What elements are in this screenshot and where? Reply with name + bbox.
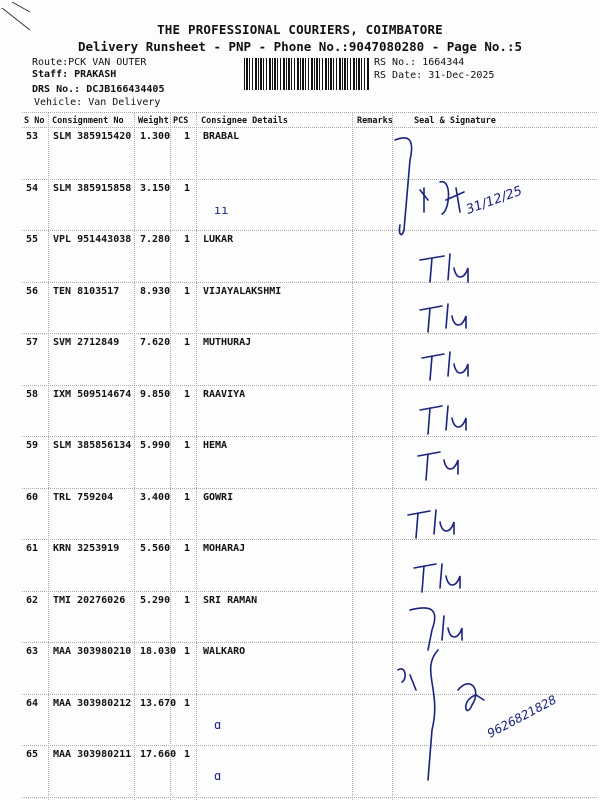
- route-line: [32, 57, 146, 68]
- row-sno: 57: [26, 337, 39, 348]
- row-sno: 53: [26, 131, 39, 142]
- row-pcs: 1: [184, 388, 191, 400]
- row-handwritten-mark: ɑ: [214, 769, 222, 783]
- row-pcs: 1: [184, 491, 191, 503]
- row-consignment-no: TMI 20276026: [53, 594, 126, 606]
- staff-line: [32, 69, 116, 80]
- row-sno: 65: [26, 749, 39, 760]
- row-consignment-no: MAA 303980210: [53, 646, 132, 657]
- row-pcs: 1: [184, 182, 191, 194]
- rs-date-line: [374, 70, 494, 81]
- row-sno: 56: [26, 285, 39, 297]
- row-consignee: RAAVIYA: [203, 388, 246, 400]
- row-pcs: 1: [184, 749, 191, 760]
- phone-handwriting: 9626821828: [484, 692, 559, 741]
- row-sno: 62: [26, 594, 39, 606]
- row-sno: 58: [26, 388, 39, 400]
- drs-value: DCJB166434405: [86, 84, 165, 95]
- vehicle-label: Vehicle:: [34, 97, 83, 108]
- col-sno: S No: [24, 116, 45, 126]
- row-consignee: MUTHURAJ: [203, 337, 252, 348]
- row-pcs: 1: [184, 543, 191, 554]
- row-consignment-no: KRN 3253919: [53, 543, 120, 554]
- row-consignee: GOWRI: [203, 491, 234, 503]
- row-weight: 5.560: [140, 543, 171, 554]
- column-rule: [48, 112, 49, 800]
- row-pcs: 1: [184, 646, 191, 657]
- column-rule: [196, 112, 197, 800]
- vehicle-line: [34, 97, 160, 108]
- col-consignee: Consignee Details: [201, 116, 288, 126]
- staff-label: Staff:: [32, 69, 69, 80]
- row-consignment-no: IXM 509514674: [53, 388, 132, 400]
- col-weight: Weight: [138, 116, 169, 126]
- staff-value: PRAKASH: [74, 69, 117, 80]
- row-handwritten-mark: ıı: [214, 202, 229, 217]
- row-sno: 64: [26, 697, 39, 709]
- rs-no-label: RS No.:: [374, 57, 417, 68]
- row-consignment-no: SVM 2712849: [53, 337, 120, 348]
- drs-line: [32, 84, 164, 95]
- row-pcs: 1: [184, 234, 191, 245]
- header-bottom-rule: [22, 127, 597, 128]
- row-weight: 3.400: [140, 491, 171, 503]
- row-weight: 7.280: [140, 234, 171, 245]
- row-sno: 60: [26, 491, 39, 503]
- row-sno: 54: [26, 182, 39, 194]
- row-consignment-no: MAA 303980211: [53, 749, 132, 760]
- company-title: THE PROFESSIONAL COURIERS, COIMBATORE: [157, 22, 443, 37]
- col-consignment: Consignment No: [52, 116, 124, 126]
- row-sno: 59: [26, 440, 39, 451]
- row-pcs: 1: [184, 697, 191, 709]
- row-consignment-no: TRL 759204: [53, 491, 114, 503]
- row-pcs: 1: [184, 285, 191, 297]
- row-consignee: BRABAL: [203, 131, 240, 142]
- date-handwriting: 31/12/25: [464, 183, 525, 218]
- row-consignee: WALKARO: [203, 646, 246, 657]
- row-weight: 18.030: [140, 646, 177, 657]
- row-consignee: MOHARAJ: [203, 543, 246, 554]
- row-weight: 3.150: [140, 182, 171, 194]
- col-remarks: Remarks: [357, 116, 393, 126]
- row-weight: 5.290: [140, 594, 171, 606]
- row-sno: 63: [26, 646, 39, 657]
- col-seal: Seal & Signature: [414, 116, 496, 126]
- row-consignee: SRI RAMAN: [203, 594, 258, 606]
- row-consignment-no: SLM 385915420: [53, 131, 132, 142]
- row-consignee: HEMA: [203, 440, 228, 451]
- header-top-rule: [22, 112, 597, 113]
- row-weight: 1.300: [140, 131, 171, 142]
- rs-no-value: 1664344: [422, 57, 465, 68]
- route-value: PCK VAN OUTER: [68, 57, 147, 68]
- vehicle-value: Van Delivery: [88, 97, 161, 108]
- row-pcs: 1: [184, 131, 191, 142]
- row-pcs: 1: [184, 337, 191, 348]
- row-consignment-no: SLM 385915858: [53, 182, 132, 194]
- row-pcs: 1: [184, 440, 191, 451]
- row-sno: 61: [26, 543, 39, 554]
- row-consignee: LUKAR: [203, 234, 234, 245]
- row-weight: 13.670: [140, 697, 177, 709]
- row-consignment-no: VPL 951443038: [53, 234, 132, 245]
- row-handwritten-mark: ɑ: [214, 717, 222, 732]
- route-label: Route:: [32, 57, 69, 68]
- row-consignment-no: SLM 385856134: [53, 440, 132, 451]
- rs-no-line: [374, 57, 464, 68]
- col-pcs: PCS: [173, 116, 189, 126]
- row-weight: 8.930: [140, 285, 171, 297]
- row-pcs: 1: [184, 594, 191, 606]
- barcode: [244, 58, 370, 90]
- row-sno: 55: [26, 234, 39, 245]
- handwritten-signatures: [380, 130, 600, 800]
- row-weight: 9.850: [140, 388, 171, 400]
- row-consignee: VIJAYALAKSHMI: [203, 285, 282, 297]
- row-weight: 17.660: [140, 749, 177, 760]
- row-consignment-no: TEN 8103517: [53, 285, 120, 297]
- runsheet-subtitle: Delivery Runsheet - PNP - Phone No.:9047080280 - Page No.:5: [77, 39, 522, 54]
- column-rule: [352, 112, 353, 800]
- column-rule: [134, 112, 135, 800]
- rs-date-label: RS Date:: [374, 70, 423, 81]
- row-weight: 5.990: [140, 440, 171, 451]
- row-weight: 7.620: [140, 337, 171, 348]
- rs-date-value: 31-Dec-2025: [428, 70, 495, 81]
- drs-label: DRS No.:: [32, 84, 81, 95]
- row-consignment-no: MAA 303980212: [53, 697, 132, 709]
